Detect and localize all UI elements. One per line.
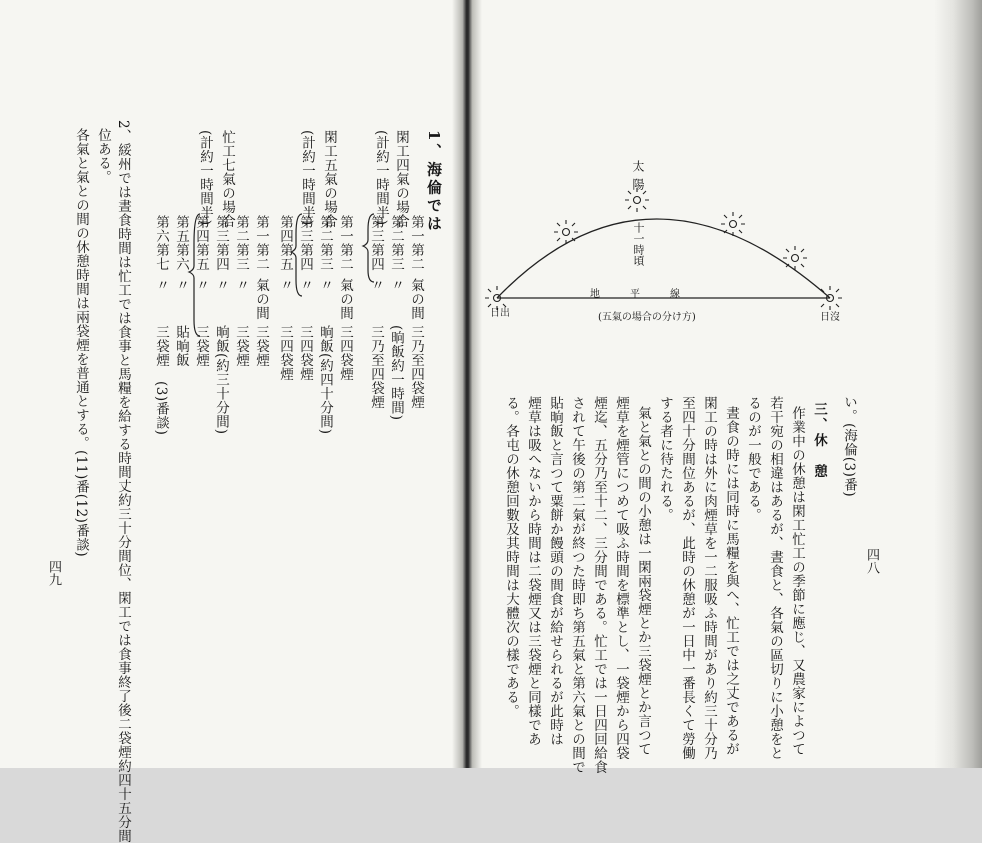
page-number-left: 四九 [46, 560, 61, 586]
kanko5-m1: 氣の間 [337, 278, 353, 320]
boko-i5: 貼晌飯 [173, 325, 189, 367]
sun-label: 太陽 [631, 160, 645, 196]
right-line-8: 至四十分間位あるが、此時の休憩が一日中一番長くて勞働 [679, 396, 695, 760]
kanko5-label: 閑工五氣の場合 [321, 130, 337, 228]
kanko5-i2: 晌飯(約四十分間) [317, 325, 333, 435]
boko-i6: 三袋煙 (3)番談) [153, 325, 169, 436]
kanko4-m3: 〃 [368, 278, 384, 292]
section-heading: 1、海倫では [425, 130, 443, 234]
para2-line2: 位ある。 [95, 128, 111, 184]
right-line-10: 氣と氣との間の小憩は一閑兩袋煙とか三袋煙とか言つて [635, 406, 651, 756]
kanko5-i1: 三四袋煙 [337, 325, 353, 381]
kanko4-time: (計約一時間半) [373, 130, 389, 226]
boko-m4: 〃 [193, 278, 209, 292]
boko-m5: 〃 [173, 278, 189, 292]
kanko4-p2: 第二第三 [388, 215, 404, 271]
right-line-5: るのが一般である。 [745, 396, 761, 522]
para2-line1: 2、綏州では晝食時間は忙工では食事と馬糧を給する時間丈約三十分間位、閑工では食事終了後二袋煙約四十五分間 [115, 120, 131, 843]
right-line-7: 閑工の時は外に肉煙草を一二服吸ふ時間があり約三十分乃 [701, 396, 717, 760]
right-line-12: 煙迄、五分乃至十二、三分間である。忙工では一日四回給食 [591, 396, 607, 774]
boko-p4: 第四第五 [193, 215, 209, 271]
kanko5-m4: 〃 [277, 278, 293, 292]
boko-i1: 三袋煙 [253, 325, 269, 367]
right-line-1: い。(海倫(3)番) [841, 395, 857, 498]
section-heading-rest: 三、休 憩 [811, 402, 827, 480]
boko-brace [186, 210, 206, 370]
sunset-label: 日沒 [820, 312, 840, 323]
sunrise-label: 日出 [490, 308, 510, 319]
right-line-14: 貼晌飯と言つて粟餅か饅頭の間食が給せられるが此時は [547, 396, 563, 746]
kanko4-i1: 三乃至四袋煙 [408, 325, 424, 409]
kanko5-p1: 第一第二 [337, 215, 353, 271]
boko-i2: 三袋煙 [233, 325, 249, 367]
diagram-caption: (五氣の場合の分け方) [598, 312, 696, 323]
right-line-9: する者に待たれる。 [657, 396, 673, 522]
kanko4-m2: 〃 [388, 278, 404, 292]
right-line-16: る。各屯の休憩回數及其時間は大體次の樣である。 [503, 396, 519, 718]
kanko4-i3: 三乃至四袋煙 [368, 325, 384, 409]
noon-label: 十一時頃 [632, 222, 645, 266]
kanko4-p1: 第一第二 [408, 215, 424, 271]
boko-p2: 第二第三 [233, 215, 249, 271]
kanko5-p2: 第二第三 [317, 215, 333, 271]
book-gutter [452, 0, 482, 768]
boko-m2: 〃 [233, 278, 249, 292]
kanko5-i4: 三四袋煙 [277, 325, 293, 381]
boko-p1: 第一第二 [253, 215, 269, 271]
right-line-15: 煙草は吸へないから時間は二袋煙又は三袋煙と同樣であ [525, 396, 541, 746]
kanko5-p4: 第四第五 [277, 215, 293, 271]
para2-line3: 各氣と氣との間の休憩時間は兩袋煙を普通とする。(11)番(12)番談) [73, 128, 89, 558]
boko-p3: 第三第四 [213, 215, 229, 271]
kanko4-m1: 氣の間 [408, 278, 424, 320]
sun-icon-evening [783, 246, 807, 270]
kanko4-label: 閑工四氣の場合 [393, 130, 409, 228]
boko-p5: 第五第六 [173, 215, 189, 271]
right-line-13: されて午後の第二氣が終つた時即ち第五氣と第六氣との間で [569, 396, 585, 774]
boko-label: 忙工七氣の場合 [219, 130, 235, 228]
horizon-label: 地平線 [590, 289, 710, 300]
boko-m6: 〃 [153, 278, 169, 292]
kanko5-p3: 第三第四 [297, 215, 313, 271]
page-edge [934, 0, 982, 768]
right-line-6: 晝食の時には同時に馬糧を與へ、忙工では之丈であるが [723, 406, 739, 756]
kanko5-time: (計約一時間半) [299, 130, 315, 226]
boko-i4: 三袋煙 [193, 325, 209, 367]
kanko5-brace [288, 210, 308, 350]
boko-time: (計約一時間半) [197, 130, 213, 226]
sun-icon-afternoon [721, 212, 745, 236]
boko-m3: 〃 [213, 278, 229, 292]
right-line-4: 若干宛の相違はあるが、晝食と、各氣の區切りに小憩をと [767, 396, 783, 760]
kanko5-m2: 〃 [317, 278, 333, 292]
kanko5-m3: 〃 [297, 278, 313, 292]
boko-p6: 第六第七 [153, 215, 169, 271]
boko-m1: 氣の間 [253, 278, 269, 320]
right-line-11: 煙草を煙管につめて吸ふ時間を標準とし、一袋煙から四袋 [613, 396, 629, 760]
kanko4-p3: 第三第四 [368, 215, 384, 271]
kanko4-brace [360, 210, 380, 350]
kanko5-i3: 三四袋煙 [297, 325, 313, 381]
sun-icon-morning [554, 220, 578, 244]
sun-diagram [480, 150, 850, 330]
boko-i3: 晌飯(約三十分間) [213, 325, 229, 435]
page-number-right: 四八 [864, 548, 879, 574]
kanko4-i2: (晌飯約一時間) [388, 325, 404, 421]
right-line-3: 作業中の休憩は閑工忙工の季節に應じ、又農家によつて [789, 406, 805, 756]
